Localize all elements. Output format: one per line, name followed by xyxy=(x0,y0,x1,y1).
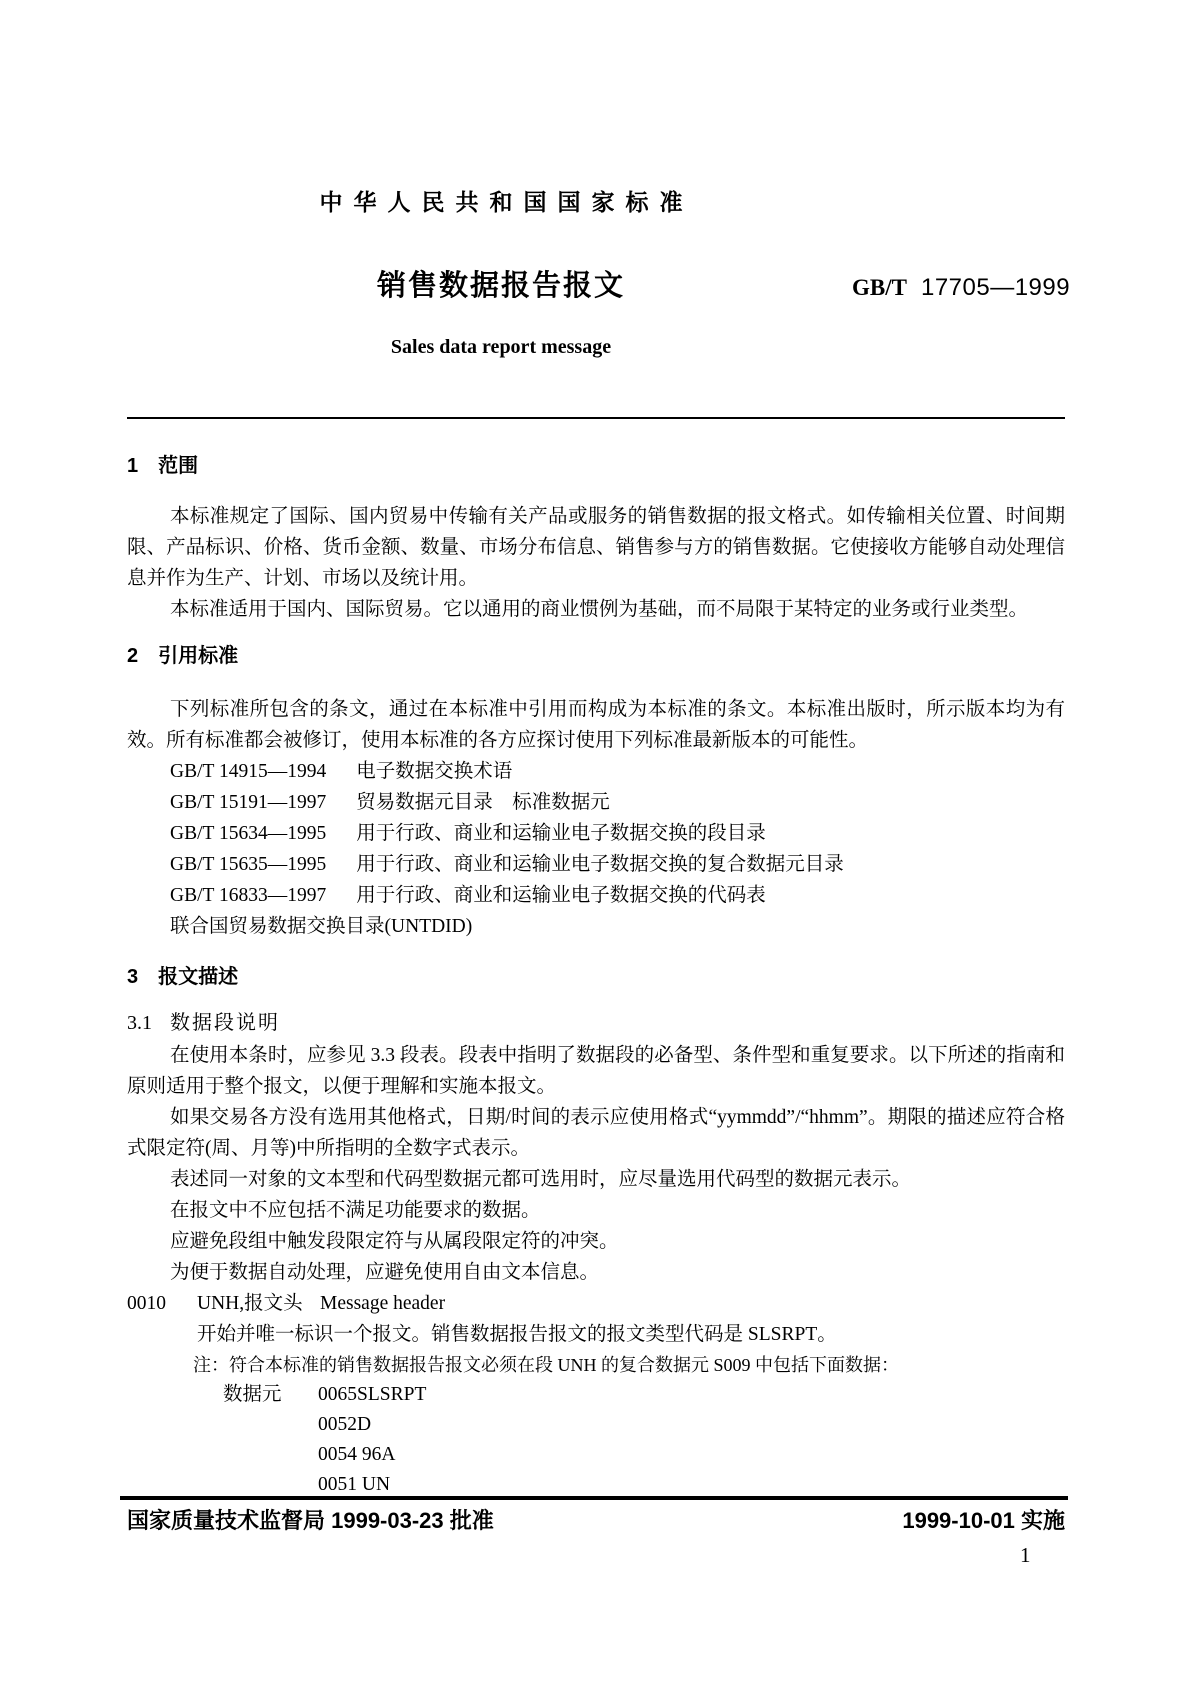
reference-title: 用于行政、商业和运输业电子数据交换的代码表 xyxy=(356,885,766,906)
segment-note: 注：符合本标准的销售数据报告报文必须在段 UNH 的复合数据元 S009 中包括下面数据： xyxy=(193,1355,900,1375)
paragraph: 下列标准所包含的条文，通过在本标准中引用而构成为本标准的条文。本标准出版时，所示版本均为有效。所有标准都会被修订，使用本标准的各方应探讨使用下列标准最新版本的可能性。 xyxy=(127,699,1065,751)
paragraph: 本标准适用于国内、国际贸易。它以通用的商业惯例为基础，而不局限于某特定的业务或行业类型。 xyxy=(170,599,1029,620)
reference-title: 贸易数据元目录 标准数据元 xyxy=(356,792,610,813)
paragraph: 为便于数据自动处理，应避免使用自由文本信息。 xyxy=(170,1262,600,1283)
section-number: 3 xyxy=(127,966,139,988)
page-number: 1 xyxy=(1020,1543,1031,1567)
reference-item xyxy=(127,818,1065,849)
segment-position: 0010 xyxy=(127,1293,166,1314)
paragraph: 如果交易各方没有选用其他格式，日期/时间的表示应使用格式“yymmdd”/“hhmm”。期限的描述应符合格式限定符(周、月等)中所指明的全数字式表示。 xyxy=(127,1107,1065,1159)
reference-title: 电子数据交换术语 xyxy=(356,761,513,782)
data-element-label: 数据元 xyxy=(223,1384,282,1405)
reference-title: 用于行政、商业和运输业电子数据交换的复合数据元目录 xyxy=(356,854,844,875)
section-1-heading xyxy=(127,453,1065,479)
reference-code: GB/T 16833—1997 xyxy=(170,885,327,906)
reference-title: 用于行政、商业和运输业电子数据交换的段目录 xyxy=(356,823,766,844)
paragraph: 在使用本条时，应参见 3.3 段表。段表中指明了数据段的必备型、条件型和重复要求。以下所述的指南和原则适用于整个报文，以便于理解和实施本报文。 xyxy=(127,1045,1065,1097)
section-title: 范围 xyxy=(158,455,199,477)
national-standard-banner: 中华人民共和国国家标准 xyxy=(319,189,694,215)
segment-header-line xyxy=(127,1288,1065,1319)
reference-item xyxy=(127,756,1065,787)
data-element-row xyxy=(127,1380,1065,1410)
document-title-cn: 销售数据报告报文 xyxy=(376,270,625,302)
data-element-row xyxy=(127,1410,1065,1440)
reference-code: GB/T 15634—1995 xyxy=(170,823,327,844)
data-element-value: 0051 UN xyxy=(318,1474,391,1495)
section-title: 数据段说明 xyxy=(170,1012,280,1034)
reference-code: GB/T 15191—1997 xyxy=(170,792,327,813)
section-3-1-heading xyxy=(127,1010,1065,1036)
section-title: 引用标准 xyxy=(158,645,239,667)
approval-statement: 国家质量技术监督局 1999-03-23 批准 xyxy=(127,1508,494,1533)
segment-description: 开始并唯一标识一个报文。销售数据报告报文的报文类型代码是 SLSRPT。 xyxy=(197,1324,837,1345)
paragraph: 应避免段组中触发段限定符与从属段限定符的冲突。 xyxy=(170,1231,619,1252)
document-body xyxy=(127,453,1065,1500)
data-element-row xyxy=(127,1440,1065,1470)
reference-item xyxy=(127,911,1065,942)
reference-item xyxy=(127,787,1065,818)
segment-name-en: Message header xyxy=(320,1293,446,1314)
data-element-value: 0065SLSRPT xyxy=(318,1384,427,1405)
paragraph: 在报文中不应包括不满足功能要求的数据。 xyxy=(170,1200,541,1221)
section-number: 3.1 xyxy=(127,1012,152,1034)
section-2-heading xyxy=(127,643,1065,669)
reference-title: 联合国贸易数据交换目录(UNTDID) xyxy=(170,916,473,937)
standard-code xyxy=(852,274,1070,302)
paragraph: 本标准规定了国际、国内贸易中传输有关产品或服务的销售数据的报文格式。如传输相关位置、时间期限、产品标识、价格、货币金额、数量、市场分布信息、销售参与方的销售数据。它使接收方能够自动处理信息并作为生产、计划、市场以及统计用。 xyxy=(127,506,1065,589)
reference-code: GB/T 15635—1995 xyxy=(170,854,327,875)
footer xyxy=(127,1507,1065,1535)
standard-code-prefix: GB/T xyxy=(852,275,907,300)
header-divider xyxy=(127,417,1065,419)
section-number: 2 xyxy=(127,645,139,667)
reference-item xyxy=(127,880,1065,911)
implementation-statement: 1999-10-01 实施 xyxy=(902,1508,1065,1533)
segment-name-cn: UNH,报文头 xyxy=(197,1293,303,1314)
standard-code-number: 17705—1999 xyxy=(920,274,1071,301)
section-title: 报文描述 xyxy=(158,966,239,988)
reference-code: GB/T 14915—1994 xyxy=(170,761,327,782)
footer-divider xyxy=(120,1496,1068,1500)
section-number: 1 xyxy=(127,455,139,477)
document-title-en: Sales data report message xyxy=(390,336,612,358)
paragraph: 表述同一对象的文本型和代码型数据元都可选用时，应尽量选用代码型的数据元表示。 xyxy=(170,1169,912,1190)
section-3-heading xyxy=(127,964,1065,990)
reference-item xyxy=(127,849,1065,880)
data-element-value: 0054 96A xyxy=(318,1444,396,1465)
data-element-value: 0052D xyxy=(318,1414,372,1435)
